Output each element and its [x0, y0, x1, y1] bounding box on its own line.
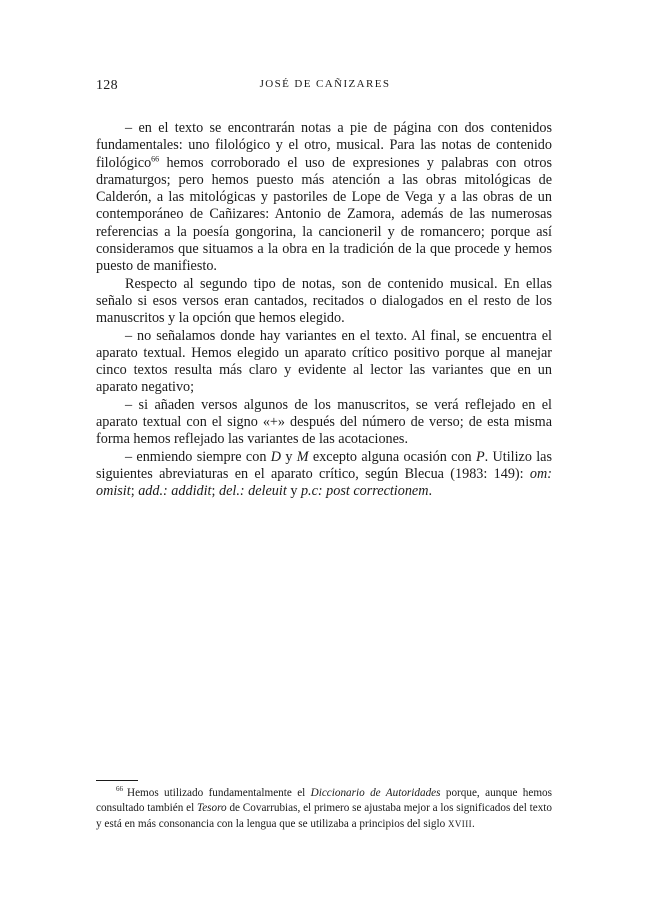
text-segment: . [428, 483, 433, 500]
abbreviation: add.: addidit [138, 483, 212, 500]
footnote-number: 66 [116, 785, 123, 794]
footnote-divider [96, 780, 138, 781]
text-segment: y [286, 483, 301, 500]
text-segment: – en el texto se encontrarán notas a pie de página con dos contenidos fundamentales: uno filológico y el otro, musical. Para las notas de contenido filológico [96, 120, 552, 171]
work-title: Tesoro [197, 802, 227, 815]
work-title: Diccionario de Autoridades [310, 787, 441, 799]
paragraph-musical-notes: Respecto al segundo tipo de notas, son de contenido musical. En ellas señalo si esos versos eran cantados, recitados o dialogados en el resto de los manuscritos y la opción que hemos elegido. [96, 275, 552, 327]
text-segment: de Covarrubias, el primero se ajustaba mejor a los significados del texto y está en más consonancia con la lengua que se utilizaba a principios del siglo [96, 802, 552, 830]
text-segment: hemos corroborado el uso de expresiones y palabras con otros dramaturgos; pero hemos puesto más atención a las obras mitológicas de Calderón, a las mitológicas y pastoriles de Lope de Vega y a las obras de un contemporáneo de Cañizares: Antonio de Zamora, además de las numerosas referencias a la poesía gongorina, la cancioneril y de romancero; porque así consideramos que situamos a la obra en la tradición de la que procede y hemos puesto de manifiesto. [96, 154, 552, 275]
footnote-reference[interactable]: 66 [151, 153, 160, 163]
manuscript-siglum: D [270, 448, 281, 465]
text-segment: – enmiendo siempre con [125, 448, 271, 465]
paragraph-emendations [96, 449, 552, 501]
text-segment: y [281, 448, 297, 465]
text-segment: ; [211, 483, 219, 500]
text-segment: Hemos utilizado fundamentalmente el [127, 787, 311, 799]
abbreviation: om: omisit [96, 465, 552, 500]
text-segment: . [472, 817, 475, 830]
page-number: 128 [96, 78, 118, 93]
abbreviation: del.: deleuit [219, 483, 287, 500]
paragraph-filological-notes [96, 120, 552, 276]
text-segment: . Utilizo las siguientes abreviaturas en el aparato crítico, según Blecua (1983: 149): [96, 448, 553, 482]
paragraph-added-verses: – si añaden versos algunos de los manuscritos, se verá reflejado en el aparato textual con el signo «+» después del número de verso; de esta misma forma hemos reflejado las variantes de las acotaciones. [96, 396, 552, 448]
abbreviation: p.c: post correctionem [300, 483, 429, 500]
paragraph-variants: – no señalamos donde hay variantes en el texto. Al final, se encuentra el aparato textual. Hemos elegido un aparato crítico positivo porque al manejar cinco textos resulta más claro y evidente al lector las variantes que en un aparato negativo; [96, 327, 552, 396]
text-segment: excepto alguna ocasión con [308, 448, 476, 465]
century-numeral: XVIII [448, 818, 472, 829]
main-text [96, 120, 552, 501]
text-segment: ; [130, 483, 139, 500]
manuscript-siglum: P [475, 448, 485, 465]
footnote [96, 786, 552, 832]
running-head: JOSÉ DE CAÑIZARES [259, 78, 391, 90]
text-segment: porque, aunque hemos consultado también el [96, 787, 552, 815]
manuscript-siglum: M [296, 448, 309, 465]
